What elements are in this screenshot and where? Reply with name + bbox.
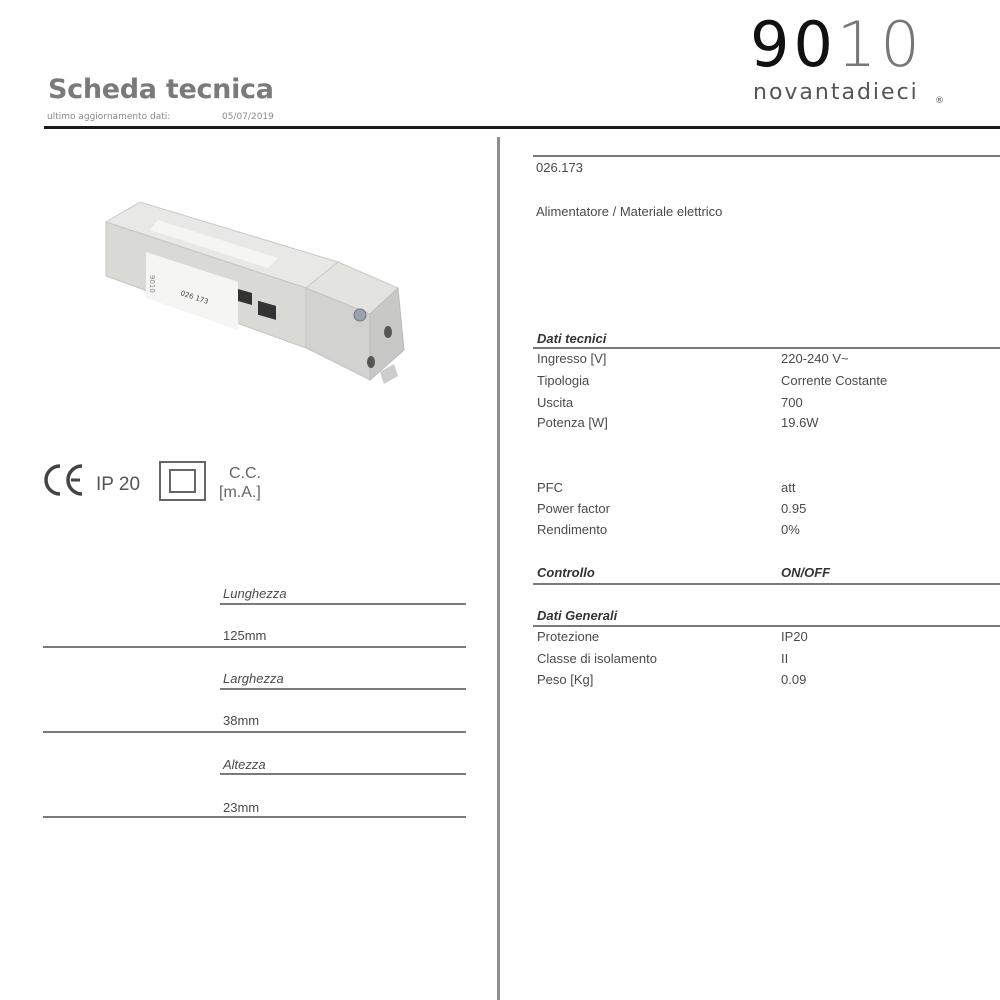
brand-logo xyxy=(750,10,924,80)
spec-label-potenza: Potenza [W] xyxy=(537,415,608,430)
dimension-rule xyxy=(43,731,466,733)
dimension-label-length: Lunghezza xyxy=(223,586,287,601)
spec-value-potenza: 19.6W xyxy=(781,415,819,430)
spec-label-classe-isolamento: Classe di isolamento xyxy=(537,651,657,666)
dimension-value-length: 125mm xyxy=(223,628,267,643)
page-title: Scheda tecnica xyxy=(48,74,274,105)
section-rule xyxy=(533,583,1000,585)
spec-value-pfc: att xyxy=(781,480,796,495)
dimension-rule xyxy=(43,646,466,648)
section-heading-dati-generali: Dati Generali xyxy=(537,608,618,623)
spec-value-protezione: IP20 xyxy=(781,629,808,644)
spec-label-pfc: PFC xyxy=(537,480,563,495)
dimension-label-height: Altezza xyxy=(223,757,266,772)
spec-label-peso: Peso [Kg] xyxy=(537,672,594,687)
spec-label-power-factor: Power factor xyxy=(537,501,610,516)
dimension-value-height: 23mm xyxy=(223,800,260,815)
svg-text:IP 20: IP 20 xyxy=(96,474,141,495)
registered-mark: ® xyxy=(935,96,944,106)
dimension-rule xyxy=(220,773,466,775)
spec-label-uscita: Uscita xyxy=(537,395,574,410)
svg-text:026 173: 026 173 xyxy=(179,289,210,306)
section-rule xyxy=(533,625,1000,627)
info-top-rule xyxy=(533,155,1000,157)
dimension-value-width: 38mm xyxy=(223,713,260,728)
product-category: Alimentatore / Materiale elettrico xyxy=(536,204,723,219)
svg-text:9010: 9010 xyxy=(148,275,156,293)
section-rule xyxy=(533,347,1000,349)
spec-value-classe-isolamento: II xyxy=(781,651,789,666)
controllo-label: Controllo xyxy=(537,565,595,580)
spec-value-uscita: 700 xyxy=(781,395,803,410)
spec-value-tipologia: Corrente Costante xyxy=(781,373,888,388)
svg-text:[m.A.]: [m.A.] xyxy=(219,484,261,501)
ce-mark-icon xyxy=(46,466,82,494)
controllo-value: ON/OFF xyxy=(781,565,831,580)
logo-number-bold: 90 xyxy=(750,8,837,81)
spec-label-protezione: Protezione xyxy=(537,629,600,644)
spec-value-peso: 0.09 xyxy=(781,672,807,687)
dimension-rule xyxy=(220,688,466,690)
product-code: 026.173 xyxy=(536,160,583,175)
spec-label-ingresso: Ingresso [V] xyxy=(537,351,607,366)
last-updated-label: ultimo aggiornamento dati: xyxy=(47,112,171,122)
section-heading-dati-tecnici: Dati tecnici xyxy=(537,331,607,346)
header-divider xyxy=(44,126,1000,129)
logo-number-light: 10 xyxy=(836,8,924,81)
product-image xyxy=(88,180,408,400)
column-divider xyxy=(497,137,500,1000)
logo-wordmark: novantadieci xyxy=(753,80,919,105)
last-updated-date: 05/07/2019 xyxy=(222,112,274,122)
spec-label-tipologia: Tipologia xyxy=(537,373,590,388)
class-ii-insulation-icon xyxy=(160,462,205,500)
svg-text:C.C.: C.C. xyxy=(229,465,261,482)
dimension-rule xyxy=(220,603,466,605)
spec-value-rendimento: 0% xyxy=(781,522,800,537)
dimension-rule xyxy=(43,816,466,818)
certification-icons xyxy=(44,460,304,504)
spec-value-ingresso: 220-240 V~ xyxy=(781,351,849,366)
dimension-label-width: Larghezza xyxy=(223,671,284,686)
spec-value-power-factor: 0.95 xyxy=(781,501,807,516)
spec-label-rendimento: Rendimento xyxy=(537,522,608,537)
